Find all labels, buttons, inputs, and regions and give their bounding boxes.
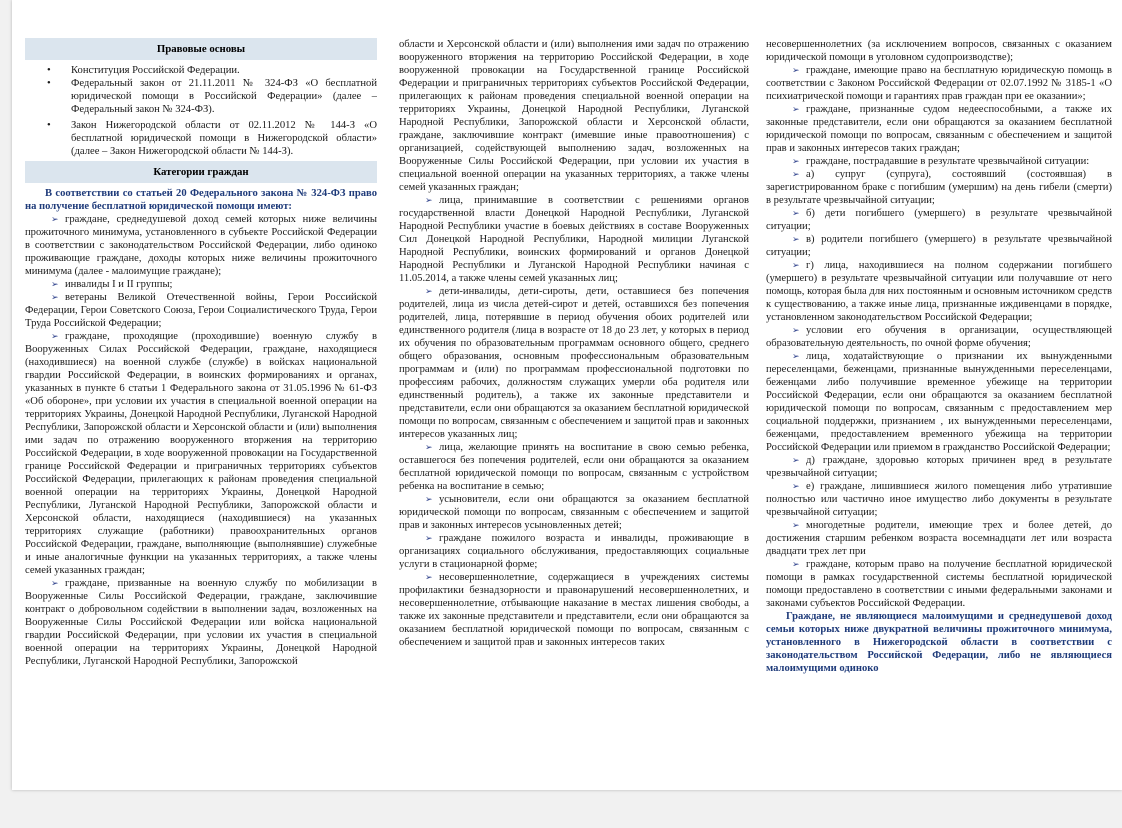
arrow-bullet-icon: ➢ [425, 533, 433, 543]
list-item: ➢ инвалиды I и II группы; [51, 279, 173, 290]
arrow-bullet-icon: ➢ [792, 156, 800, 166]
list-item: ➢ дети-инвалиды, дети-сироты, дети, оставшиеся без попечения родителей, лица из числа детей-сирот и детей, оставшихся без попечения родителей, лица, потерявшие в период обучения обоих родителей или единственного родителя (лица в возрасте от 18 до 23 лет, у которых в период их обучения по образовательным программам основного общего, среднего общего образования, основным профессиональным образовательным программам и (или) по программам профессиональной подготовки по профессиям рабочих, должностям служащих умерли оба родителя или единственный родитель), а также их законные представители и представители, если они обращаются за оказанием бесплатной юридической помощи по вопросам, связанным с обеспечением и защитой прав и законных интересов указанных лиц; [399, 286, 749, 440]
column-3 [766, 38, 1112, 828]
list-continuation: области и Херсонской области и (или) выполнения ими задач по отражению вооруженного вторжения на территорию Российской Федерации, в ходе вооруженной провокации на Государственной границе Российской Федерации и приграничных территориях субъектов Российской Федерации, прилегающих к районам проведения специальной военной операции на территориях Украины, Донецкой Народной Республики, Луганской Народной Республики, Запорожской области и Херсонской области, граждане, заключившие контракт (имевшие иные правоотношения) с организацией, содействующей выполнению задач, возложенных на Вооруженные Силы Российской Федерации, при условии их участия в специальной военной операции на указанных территориях, а также члены семей указанных граждан; [399, 39, 749, 193]
arrow-bullet-icon: ➢ [792, 104, 800, 114]
list-item: ➢ г) лица, находившиеся на полном содержании погибшего (умершего) в результате чрезвычайной ситуации или получавшие от него помощь, которая была для них постоянным и основным источником средств к существованию, а также иные лица, признанные иждивенцами в порядке, установленном законодательством Российской Федерации; [766, 260, 1112, 323]
list-item: ➢ д) граждане, здоровью которых причинен вред в результате чрезвычайной ситуации; [766, 455, 1112, 479]
arrow-bullet-icon: ➢ [51, 279, 59, 289]
list-item: ➢ граждане, которым право на получение бесплатной юридической помощи в рамках государственной системы бесплатной юридической помощи предоставлено в соответствии с иными федеральными законами и законами субъектов Российской Федерации. [766, 559, 1112, 609]
list-item: ➢ условии его обучения в организации, осуществляющей образовательную деятельность, по очной форме обучения; [766, 325, 1112, 349]
highlight-paragraph: Граждане, не являющиеся малоимущими и среднедушевой доход семьи которых ниже двукратной величины прожиточного минимума, установленного в Нижегородской области в соответствии с законодательством Российской Федерации, либо не являющиеся малоимущими одиноко [766, 611, 1112, 674]
arrow-bullet-icon: ➢ [792, 455, 800, 465]
list-item: ➢ граждане, имеющие право на бесплатную юридическую помощь в соответствии с Законом Российской Федерации от 02.07.1992 № 3185-1 «О психиатрической помощи и гарантиях прав граждан при ее оказании»; [766, 65, 1112, 102]
arrow-bullet-icon: ➢ [792, 234, 800, 244]
arrow-bullet-icon: ➢ [792, 520, 800, 530]
list-item: ➢ ветераны Великой Отечественной войны, Герои Российской Федерации, Герои Советского Союза, Герои Социалистического Труда, Герои Труда Российской Федерации; [25, 292, 377, 329]
arrow-bullet-icon: ➢ [792, 208, 800, 218]
arrow-bullet-icon: ➢ [792, 351, 800, 361]
arrow-bullet-icon: ➢ [792, 325, 800, 335]
legal-item-3: • Закон Нижегородской области от 02.11.2012 № 144-З «О бесплатной юридической помощи в Нижегородской области» (далее – Закон Нижегородской области № 144-З). [25, 119, 377, 158]
list-item: ➢ усыновители, если они обращаются за оказанием бесплатной юридической помощи по вопросам, связанным с обеспечением и защитой прав и законных интересов усыновленных детей; [399, 494, 749, 531]
list-item: ➢ несовершеннолетние, содержащиеся в учреждениях системы профилактики безнадзорности и правонарушений несовершеннолетних, и несовершеннолетние, отбывающие наказание в местах лишения свободы, а также их законные представители и представители, если они обращаются за оказанием бесплатной юридической помощи по вопросам, связанным с обеспечением и защитой прав и законных интересов таких [399, 572, 749, 648]
list-item: ➢ в) родители погибшего (умершего) в результате чрезвычайной ситуации; [766, 234, 1112, 258]
list-item: ➢ граждане пожилого возраста и инвалиды, проживающие в организациях социального обслуживания, предоставляющих социальные услуги в стационарной форме; [399, 533, 749, 570]
list-item: ➢ граждане, признанные судом недееспособными, а также их законные представители, если они обращаются за оказанием бесплатной юридической помощи по вопросам, связанным с обеспечением и защитой прав и законных интересов таких граждан; [766, 104, 1112, 154]
list-item: ➢ лица, ходатайствующие о признании их вынужденными переселенцами, беженцами, признанные вынужденными переселенцами, беженцами либо получившие временное убежище на территории Российской Федерации, если они обращаются за оказанием бесплатной юридической помощи по вопросам, связанным с предоставлением мер социальной поддержки, признанием , их вынужденными переселенцами, беженцами, предоставлением временного убежища на территории Российской Федерации или приемом в гражданство Российской Федерации; [766, 351, 1112, 453]
section-heading-categories: Категории граждан [25, 161, 377, 183]
document-page [12, 0, 1122, 790]
arrow-bullet-icon: ➢ [425, 286, 433, 296]
legal-item-1: • Конституция Российской Федерации. [25, 64, 377, 77]
arrow-bullet-icon: ➢ [51, 214, 59, 224]
list-item: ➢ граждане, среднедушевой доход семей которых ниже величины прожиточного минимума, установленного в субъекте Российской Федерации в соответствии с законодательством Российской Федерации, либо одиноко проживающие граждане, доходы которых ниже величины прожиточного минимума (далее - малоимущие граждане); [25, 214, 377, 277]
list-continuation: несовершеннолетних (за исключением вопросов, связанных с оказанием юридической помощи в уголовном судопроизводстве); [766, 39, 1112, 63]
arrow-bullet-icon: ➢ [792, 169, 800, 179]
arrow-bullet-icon: ➢ [51, 331, 59, 341]
list-item: ➢ граждане, проходящие (проходившие) военную службу в Вооруженных Силах Российской Федерации, граждане, находящиеся (находившиеся) на военной службе (службе) в войсках национальной гвардии Российской Федерации, в воинских формированиях и органах, указанных в пункте 6 статьи 1 Федерального закона от 31.05.1996 № 61-ФЗ «Об обороне», при условии их участия в специальной военной операции на территориях Украины, Донецкой Народной Республики, Луганской Народной Республики, Запорожской области и Херсонской области и (или) выполнения ими задач по отражению вооруженного вторжения на территорию Российской Федерации, в ходе вооруженной провокации на Государственной границе Российской Федерации и приграничных территориях субъектов Российской Федерации, прилегающих к районам проведения специальной военной операции на территориях Украины, Донецкой Народной Республики, Луганской Народной Республики, Запорожской области и Херсонской области, находящиеся (находившиеся) на указанных территориях служащие (работники) правоохранительных органов Российской Федерации, граждане, выполняющие (выполнявшие) служебные и иные аналогичные функции на указанных территориях, а также члены семей указанных граждан; [25, 331, 377, 576]
categories-intro: В соответствии со статьей 20 Федерального закона № 324-ФЗ право на получение бесплатной юридической помощи имеют: [25, 188, 377, 212]
list-item: ➢ е) граждане, лишившиеся жилого помещения либо утратившие полностью или частично иное имущество либо документы в результате чрезвычайной ситуации; [766, 481, 1112, 518]
list-item: ➢ б) дети погибшего (умершего) в результате чрезвычайной ситуации; [766, 208, 1112, 232]
list-item: ➢ граждане, пострадавшие в результате чрезвычайной ситуации: [792, 156, 1090, 167]
list-item: ➢ лица, принимавшие в соответствии с решениями органов государственной власти Донецкой Народной Республики, Луганской Народной Республики участие в боевых действиях в составе Вооруженных Сил Донецкой Народной Республики, Народной милиции Луганской Народной Республики, воинских формирований и органов Донецкой Народной Республики и Луганской Народной Республики начиная с 11.05.2014, а также члены семей указанных лиц; [399, 195, 749, 284]
list-item: ➢ граждане, призванные на военную службу по мобилизации в Вооруженные Силы Российской Федерации, граждане, заключившие контракт о добровольном содействии в выполнении задач, возложенных на Вооруженные Силы Российской Федерации или войска национальной гвардии Российской Федерации, при условии их участия в специальной военной операции на территориях Украины, Донецкой Народной Республики, Луганской Народной Республики, Запорожской [25, 578, 377, 667]
arrow-bullet-icon: ➢ [792, 260, 800, 270]
column-1 [25, 38, 377, 828]
arrow-bullet-icon: ➢ [792, 481, 800, 491]
section-heading-legal: Правовые основы [25, 38, 377, 60]
list-item: ➢ многодетные родители, имеющие трех и более детей, до достижения старшим ребенком возраста восемнадцати лет или возраста двадцати трех лет при [766, 520, 1112, 557]
legal-item-2: • Федеральный закон от 21.11.2011 № 324-ФЗ «О бесплатной юридической помощи в Российской Федерации» (далее – Федеральный закон № 324-ФЗ). [25, 77, 377, 116]
column-2 [399, 38, 749, 828]
arrow-bullet-icon: ➢ [51, 292, 59, 302]
arrow-bullet-icon: ➢ [425, 442, 433, 452]
arrow-bullet-icon: ➢ [425, 195, 433, 205]
list-item: ➢ лица, желающие принять на воспитание в свою семью ребенка, оставшегося без попечения родителей, если они обращаются за оказанием бесплатной юридической помощи по вопросам, связанным с устройством ребенка на воспитание в семью; [399, 442, 749, 492]
arrow-bullet-icon: ➢ [51, 578, 59, 588]
arrow-bullet-icon: ➢ [425, 494, 433, 504]
arrow-bullet-icon: ➢ [425, 572, 433, 582]
arrow-bullet-icon: ➢ [792, 65, 800, 75]
list-item: ➢ а) супруг (супруга), состоявший (состоявшая) в зарегистрированном браке с погибшим (умершим) на день гибели (смерти) в результате чрезвычайной ситуации; [766, 169, 1112, 206]
arrow-bullet-icon: ➢ [792, 559, 800, 569]
